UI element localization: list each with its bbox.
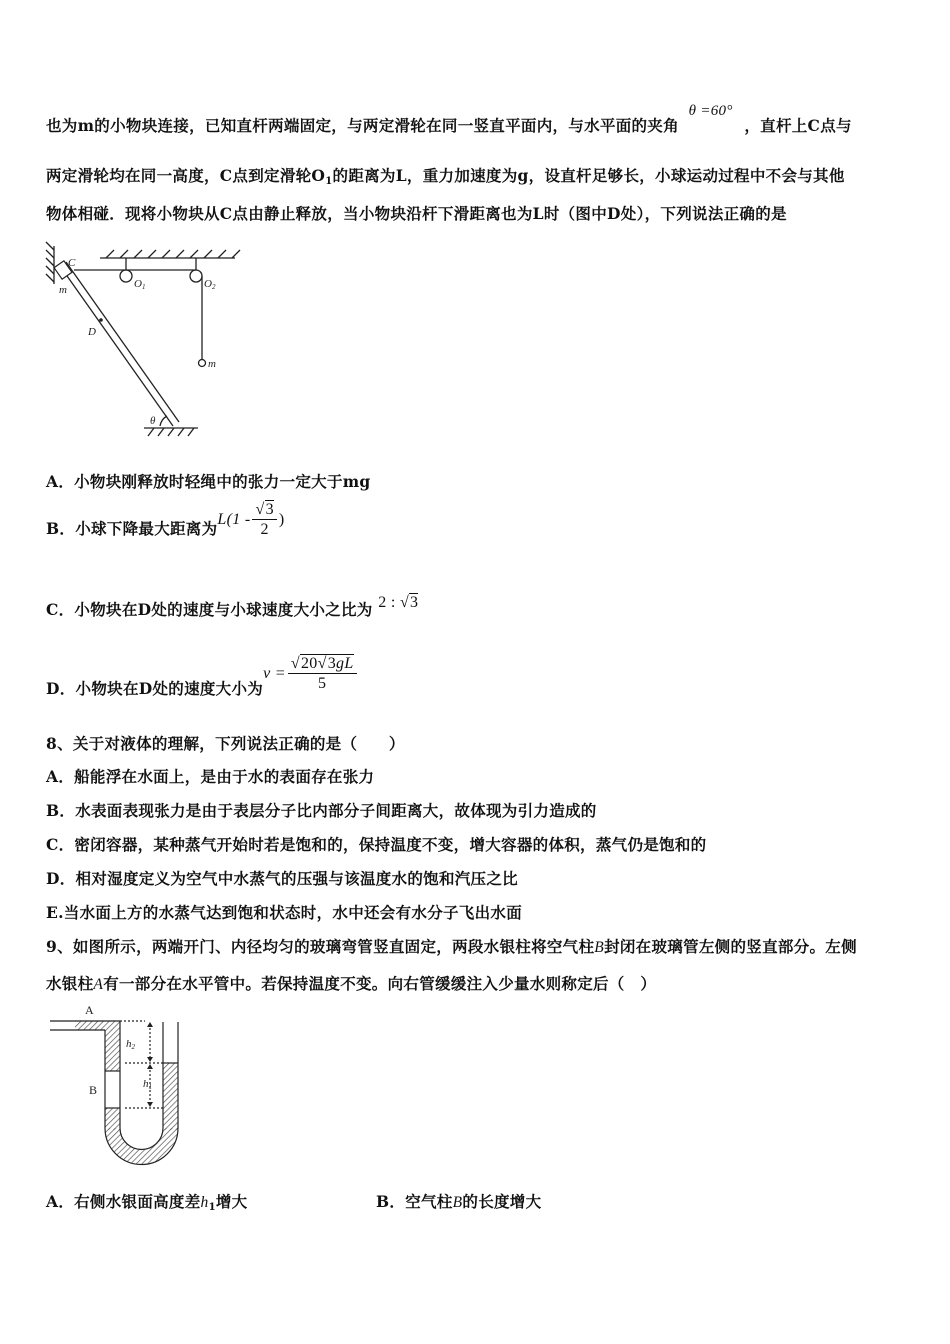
q7-option-a: A．小物块刚释放时轻绳中的张力一定大于mg bbox=[46, 472, 371, 491]
q9-stem-line1: 9、如图所示，两端开门、内径均匀的玻璃弯管竖直固定，两段水银柱将空气柱B封闭在玻璃管左侧的竖直部分。左侧 bbox=[46, 937, 857, 956]
q8-option-d: D．相对湿度定义为空气中水蒸气的压强与该温度水的饱和汽压之比 bbox=[46, 869, 518, 888]
angle-expression: θ =60° bbox=[688, 103, 733, 119]
q7-intro-part2: ，直杆上C点与 bbox=[744, 116, 852, 135]
o1-subscript: 1 bbox=[325, 176, 333, 187]
formula-velocity bbox=[263, 654, 358, 693]
mercury-a-vertical bbox=[105, 1021, 120, 1071]
q7-intro-part1: 也为m的小物块连接，已知直杆两端固定，与两定滑轮在同一竖直平面内，与水平面的夹角 bbox=[46, 116, 679, 135]
q7-option-b-text: B．小球下降最大距离为 bbox=[46, 518, 218, 538]
label-d: D bbox=[88, 326, 96, 338]
q7-option-b bbox=[46, 501, 285, 547]
q7-intro-line1 bbox=[46, 103, 852, 136]
point-d-marker bbox=[99, 318, 103, 322]
formula-b-suffix: ) bbox=[278, 510, 285, 528]
label-m-ball: m bbox=[208, 358, 216, 370]
q7-option-c-text: C．小物块在D处的速度与小球速度大小之比为 bbox=[46, 600, 373, 619]
q7-intro-line3: 物体相碰．现将小物块从C点由静止释放，当小物块沿杆下滑距离也为L时（图中D处），下列说法正确的是 bbox=[46, 204, 787, 223]
q7-option-c bbox=[46, 594, 419, 620]
ratio-expression: 2 : √3 bbox=[378, 594, 419, 611]
label-h2: h2 bbox=[126, 1038, 135, 1051]
formula-d-prefix: v = bbox=[263, 664, 286, 682]
fraction-numerator: 3 bbox=[265, 501, 274, 518]
q9-option-b: B．空气柱B的长度增大 bbox=[376, 1192, 542, 1211]
label-a: A bbox=[85, 1003, 94, 1017]
fraction-denominator: 2 bbox=[260, 521, 269, 538]
fraction-sqrt3-over-2: $\frac{√3}{2}$ bbox=[252, 500, 276, 539]
label-o1: O1 bbox=[134, 278, 146, 291]
label-c: C bbox=[68, 257, 76, 269]
fraction-velocity: $\frac{√20√3gL}{5}$ bbox=[288, 654, 357, 693]
label-theta: θ bbox=[150, 415, 156, 427]
formula-b-prefix: L(1 - bbox=[217, 510, 251, 528]
label-o2: O2 bbox=[204, 278, 216, 291]
mercury-bottom-left bbox=[105, 1108, 120, 1130]
mercury-bottom-right bbox=[163, 1063, 178, 1130]
q7-intro-line2a: 两定滑轮均在同一高度，C点到定滑轮O bbox=[46, 166, 326, 185]
q8-option-e: E.当水面上方的水蒸气达到饱和状态时，水中还会有水分子飞出水面 bbox=[46, 903, 523, 922]
label-m-block: m bbox=[59, 284, 67, 296]
q9-option-a: A．右侧水银面高度差$h_1$增大 bbox=[46, 1192, 248, 1213]
q8-stem: 8、关于对液体的理解，下列说法正确的是（ ） bbox=[46, 734, 405, 753]
q7-intro-line2b: 的距离为L，重力加速度为g，设直杆足够长，小球运动过程中不会与其他 bbox=[332, 166, 845, 185]
q9-stem-line2: 水银柱A有一部分在水平管中。若保持温度不变。向右管缓缓注入少量水则称定后（ ） bbox=[46, 974, 657, 993]
label-h1: h1 bbox=[143, 1078, 152, 1091]
formula-max-distance bbox=[217, 500, 284, 539]
q7-option-d bbox=[46, 650, 359, 698]
q8-option-b: B．水表面表现张力是由于表层分子比内部分子间距离大，故体现为引力造成的 bbox=[46, 801, 597, 820]
label-b: B bbox=[89, 1083, 98, 1097]
fraction-denominator: 5 bbox=[318, 675, 327, 692]
q8-option-c: C．密闭容器，某种蒸气开始时若是饱和的，保持温度不变，增大容器的体积，蒸气仍是饱和的 bbox=[46, 835, 707, 854]
q7-figure bbox=[40, 240, 280, 440]
q8-option-a: A．船能浮在水面上，是由于水的表面存在张力 bbox=[46, 767, 375, 786]
q7-intro-line2 bbox=[46, 164, 845, 187]
mercury-a-horizontal bbox=[75, 1021, 105, 1030]
q7-option-d-text: D．小物块在D处的速度大小为 bbox=[46, 678, 264, 698]
mercury-u-bend bbox=[105, 1128, 178, 1165]
q9-figure bbox=[45, 1000, 195, 1165]
